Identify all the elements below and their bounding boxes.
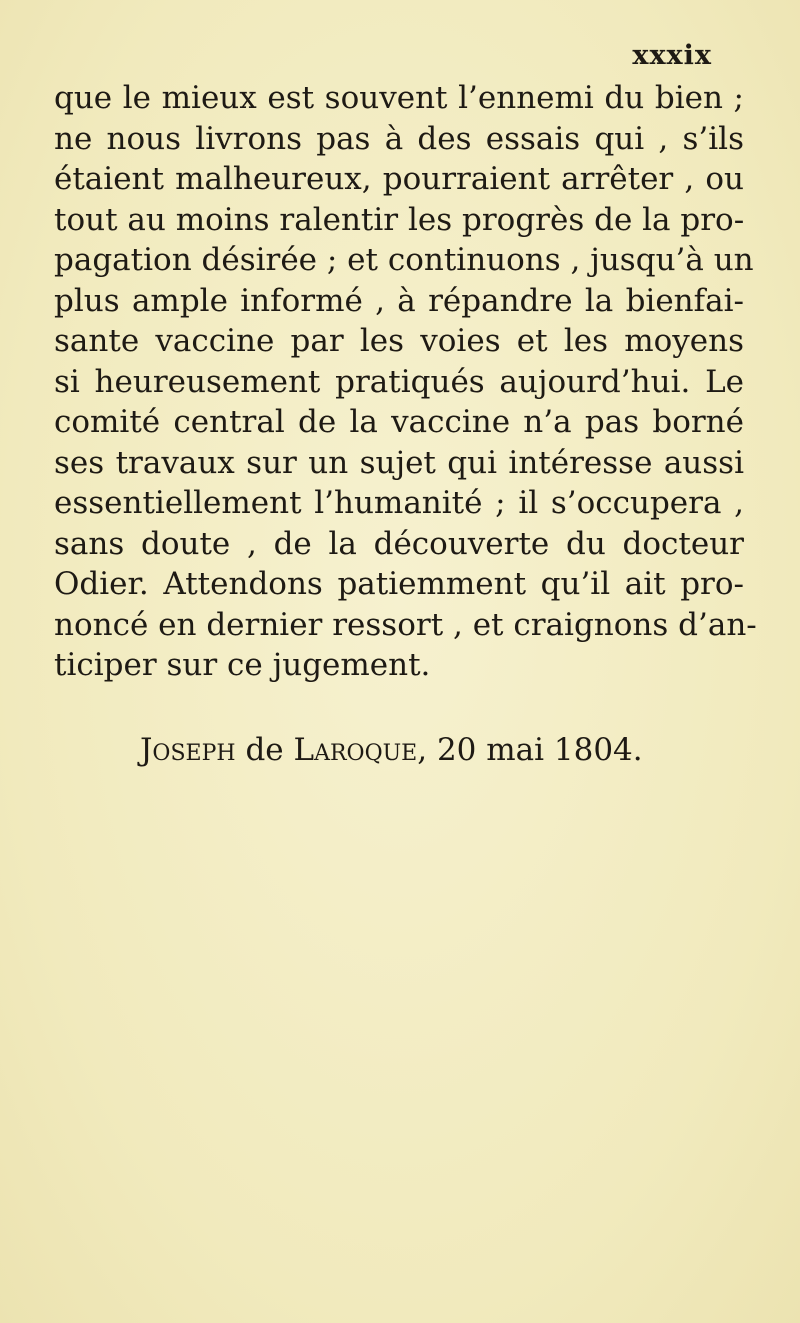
text-line: plus ample informé , à répandre la bienfai- [54,282,744,319]
signature-line [140,730,643,770]
text-line: ses travaux sur un sujet qui intéresse aussi [54,444,744,481]
text-line: tout au moins ralentir les progrès de la pro- [54,201,745,238]
text-line: étaient malheureux, pourraient arrêter , ou [54,161,744,197]
text-line: comité central de la vaccine n’a pas borné [54,404,744,440]
signature-particle: de [245,732,284,768]
text-line: que le mieux est souvent l’ennemi du bien ; [54,80,744,116]
signature-last-name: Laroque [293,732,418,768]
page-number: xxxix [632,40,712,71]
signature-first-name: Joseph [140,732,236,768]
text-line: ne nous livrons pas à des essais qui , s’ils [54,120,744,157]
text-line: pagation désirée ; et continuons , jusqu’à un [54,242,754,278]
text-line: si heureusement pratiqués aujourd’hui. Le [54,363,744,400]
text-line: ticiper sur ce jugement. [54,647,431,683]
text-line: essentiellement l’humanité ; il s’occupera , [54,485,744,521]
signature-date: , 20 mai 1804. [417,732,643,768]
text-line: noncé en dernier ressort , et craignons d’an- [54,606,757,643]
text-line: sans doute , de la découverte du docteur [54,525,744,562]
text-line: sante vaccine par les voies et les moyens [54,323,744,359]
body-text [54,78,757,686]
text-line: Odier. Attendons patiemment qu’il ait pro- [54,566,744,602]
